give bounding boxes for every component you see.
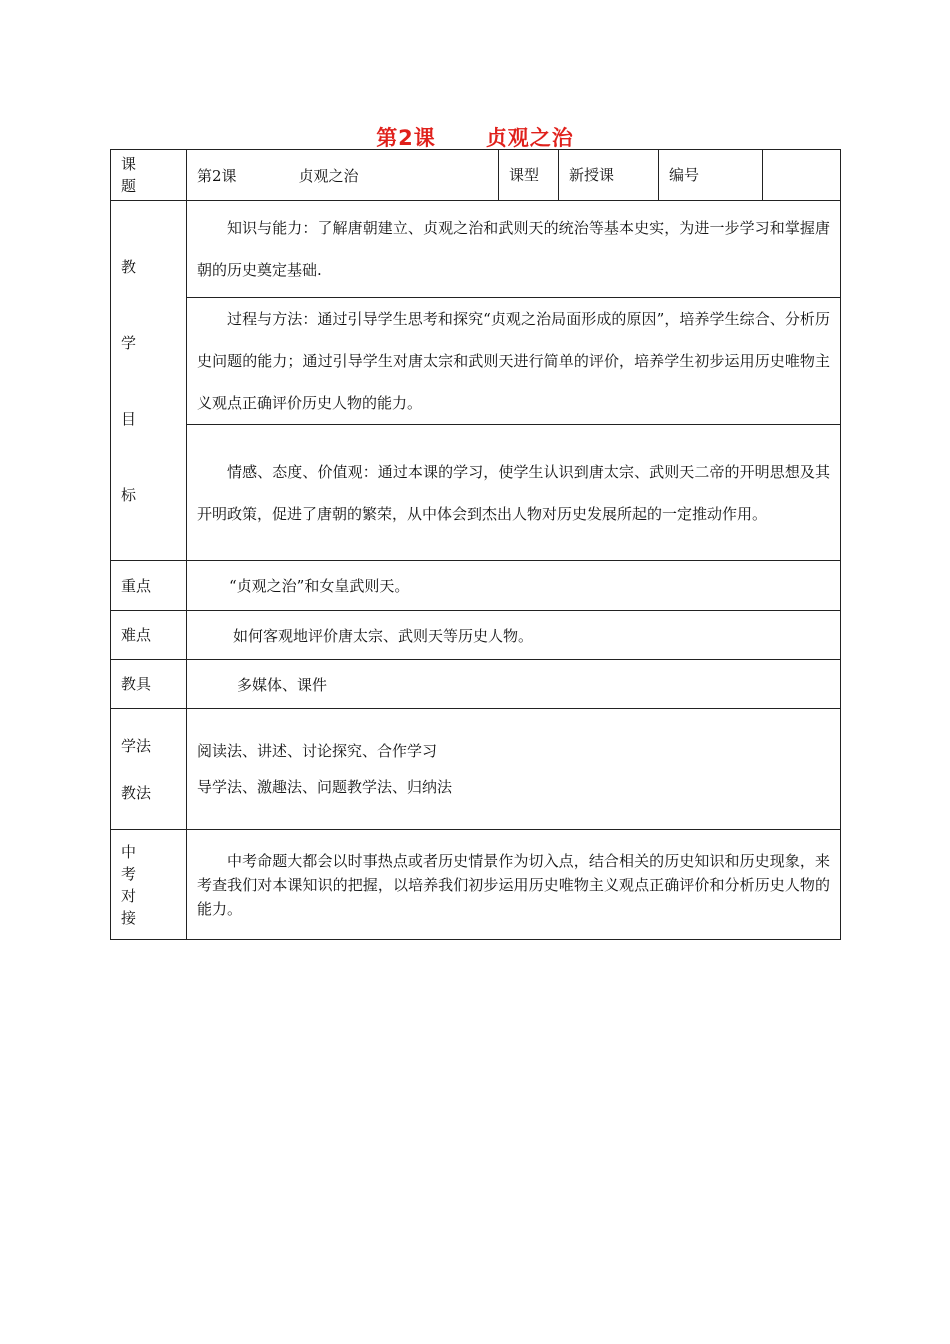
methods-row [111, 709, 841, 830]
key-point-cell [187, 561, 841, 611]
objective-emotion-row [111, 425, 841, 561]
lesson-plan-table [110, 149, 841, 940]
objective-emotion-cell [187, 425, 841, 561]
exam-cell [187, 830, 841, 940]
exam-label [111, 830, 187, 940]
objective-knowledge: 知识与能力：了解唐朝建立、贞观之治和武则天的统治等基本史实，为进一步学习和掌握唐朝的历史奠定基础. [197, 219, 830, 279]
topic-label-cell [111, 150, 187, 201]
page-title [0, 122, 950, 152]
difficulty-row [111, 611, 841, 660]
topic-lesson: 第2课 [197, 166, 237, 185]
type-value: 新授课 [559, 150, 659, 201]
methods-cell [187, 709, 841, 830]
exam-label-char: 接 [121, 908, 137, 927]
exam-row [111, 830, 841, 940]
difficulty-label: 难点 [111, 611, 187, 660]
key-point-label: 重点 [111, 561, 187, 611]
key-point-row [111, 561, 841, 611]
objective-process-row [111, 298, 841, 425]
objective-knowledge-row [111, 201, 841, 298]
topic-label: 课题 [121, 155, 137, 195]
methods-label [111, 709, 187, 830]
teaching-method-label: 教法 [121, 784, 152, 802]
objective-process-cell [187, 298, 841, 425]
tools-row [111, 660, 841, 709]
objective-emotion: 情感、态度、价值观：通过本课的学习，使学生认识到唐太宗、武则天二帝的开明思想及其开明政策，促进了唐朝的繁荣，从中体会到杰出人物对历史发展所起的一定推动作用。 [197, 462, 830, 523]
number-label: 编号 [659, 150, 763, 201]
learning-methods: 阅读法、讲述、讨论探究、合作学习 [197, 742, 438, 760]
tools-value: 多媒体、课件 [237, 675, 328, 694]
exam-label-char: 中 [121, 842, 137, 861]
topic-value-cell [187, 150, 499, 201]
title-lesson: 第2课 [376, 126, 436, 150]
tools-label: 教具 [111, 660, 187, 709]
title-topic: 贞观之治 [485, 126, 574, 150]
objectives-label-char: 学 [121, 334, 137, 352]
objective-process: 过程与方法：通过引导学生思考和探究“贞观之治局面形成的原因”，培养学生综合、分析历史问题的能力；通过引导学生对唐太宗和武则天进行简单的评价，培养学生初步运用历史唯物主义观点正确评价历史人物的能力。 [197, 310, 830, 412]
objectives-label [111, 201, 187, 561]
number-value [763, 150, 841, 201]
difficulty-cell [187, 611, 841, 660]
teaching-methods: 导学法、激趣法、问题教学法、归纳法 [197, 778, 453, 796]
key-point-value: “贞观之治”和女皇武则天。 [229, 577, 410, 595]
exam-label-char: 考 [121, 864, 137, 883]
objective-knowledge-cell [187, 201, 841, 298]
difficulty-value: 如何客观地评价唐太宗、武则天等历史人物。 [233, 626, 534, 645]
objectives-label-char: 教 [121, 258, 137, 276]
objectives-label-char: 标 [121, 486, 137, 504]
topic-name: 贞观之治 [298, 166, 359, 185]
header-row [111, 150, 841, 201]
tools-cell [187, 660, 841, 709]
exam-label-char: 对 [121, 886, 137, 905]
exam-value: 中考命题大都会以时事热点或者历史情景作为切入点，结合相关的历史知识和历史现象，来考查我们对本课知识的把握，以培养我们初步运用历史唯物主义观点正确评价和分析历史人物的能力。 [197, 851, 830, 918]
objectives-label-char: 目 [121, 410, 137, 428]
type-label: 课型 [499, 150, 559, 201]
learning-method-label: 学法 [121, 737, 152, 755]
